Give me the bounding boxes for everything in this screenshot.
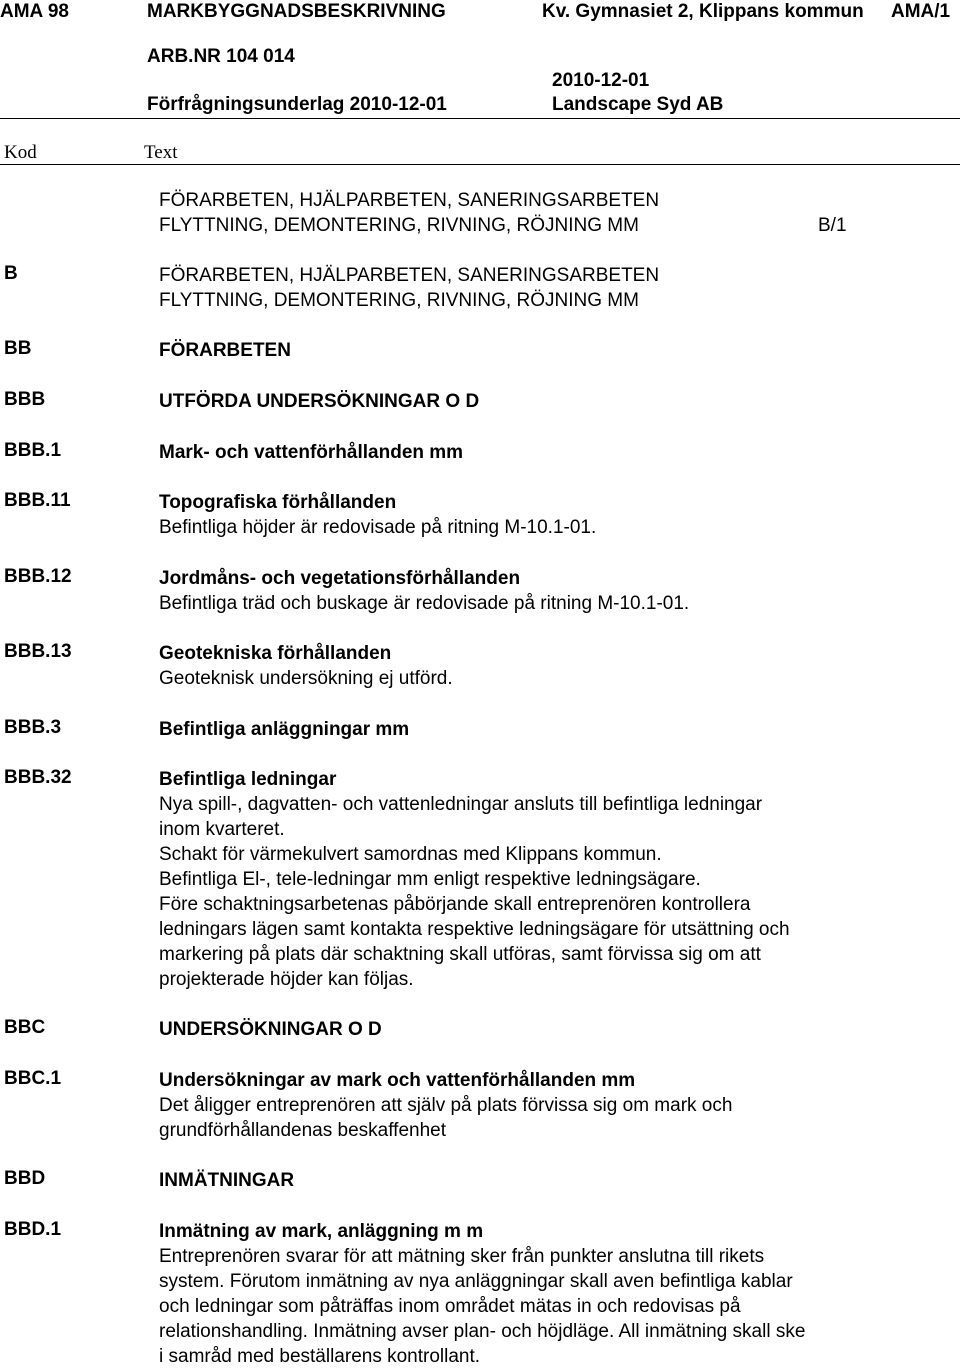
section-code: B	[4, 263, 18, 284]
project-name: Kv. Gymnasiet 2, Klippans kommun	[542, 1, 864, 22]
section-body-line: och ledningar som påträffas inom området mätas in och redovisas på	[159, 1296, 741, 1317]
section-body-line: Entreprenören svarar för att mätning sker från punkter anslutna till rikets	[159, 1246, 765, 1267]
section-content	[159, 490, 952, 540]
section-heading: Befintliga ledningar	[159, 769, 337, 790]
section-code: BBB.12	[4, 566, 72, 587]
section-body-line: Befintliga höjder är redovisade på ritning M-10.1-01.	[159, 517, 597, 538]
section-code: BBB.1	[4, 440, 62, 461]
section-code: BBB.11	[4, 490, 71, 511]
section-code: BBB.32	[4, 767, 72, 788]
column-header-text: Text	[144, 142, 178, 163]
section-code: BBB.3	[4, 717, 62, 738]
section-heading: Geotekniska förhållanden	[159, 643, 392, 664]
ama-code: AMA 98	[0, 1, 69, 22]
section-content	[159, 263, 952, 313]
section-heading: FLYTTNING, DEMONTERING, RIVNING, RÖJNING MM	[159, 290, 639, 311]
section-body-line: system. Förutom inmätning av nya anläggningar skall aven befintliga kablar	[159, 1271, 793, 1292]
section-content	[159, 1168, 952, 1193]
section-body-line: grundförhållandenas beskaffenhet	[159, 1120, 446, 1141]
section-heading: Befintliga anläggningar mm	[159, 719, 410, 740]
section-title-line-1: FÖRARBETEN, HJÄLPARBETEN, SANERINGSARBETEN	[159, 190, 660, 211]
section-content	[159, 440, 952, 465]
section-body-line: Nya spill-, dagvatten- och vattenledningar ansluts till befintliga ledningar	[159, 794, 763, 815]
section-heading: UNDERSÖKNINGAR O D	[159, 1019, 382, 1040]
section-title-line-2: FLYTTNING, DEMONTERING, RIVNING, RÖJNING MM	[159, 215, 639, 236]
column-header-divider	[0, 164, 960, 165]
section-body-line: Schakt för värmekulvert samordnas med Klippans kommun.	[159, 844, 662, 865]
section-heading: Topografiska förhållanden	[159, 492, 397, 513]
section-code: BBC	[4, 1017, 46, 1038]
section-body-line: projekterade höjder kan följas.	[159, 969, 414, 990]
section-code: BBB	[4, 389, 46, 410]
company-name: Landscape Syd AB	[552, 94, 724, 115]
section-content	[159, 1219, 952, 1369]
column-header-kod: Kod	[4, 142, 37, 163]
section-code: BBB.13	[4, 641, 72, 662]
section-body-line: ledningars lägen samt kontakta respektive ledningsägare för utsättning och	[159, 919, 790, 940]
arb-number: ARB.NR 104 014	[147, 46, 295, 67]
section-content	[159, 389, 952, 414]
section-body-line: inom kvarteret.	[159, 819, 285, 840]
section-code: BB	[4, 338, 32, 359]
section-heading: Mark- och vattenförhållanden mm	[159, 442, 464, 463]
section-heading: INMÄTNINGAR	[159, 1170, 295, 1191]
tender-document-date: Förfrågningsunderlag 2010-12-01	[147, 94, 447, 115]
section-content	[159, 641, 952, 691]
section-heading: Undersökningar av mark och vattenförhållanden mm	[159, 1070, 636, 1091]
section-heading: FÖRARBETEN, HJÄLPARBETEN, SANERINGSARBETEN	[159, 265, 660, 286]
issue-date: 2010-12-01	[552, 70, 650, 91]
section-content	[159, 566, 952, 616]
section-content	[159, 1068, 952, 1143]
section-body-line: Det åligger entreprenören att själv på plats förvissa sig om mark och	[159, 1095, 733, 1116]
section-heading: FÖRARBETEN	[159, 340, 291, 361]
section-body-line: Före schaktningsarbetenas påbörjande skall entreprenören kontrollera	[159, 894, 751, 915]
section-heading: UTFÖRDA UNDERSÖKNINGAR O D	[159, 391, 480, 412]
section-content	[159, 1017, 952, 1042]
section-content	[159, 717, 952, 742]
section-body-line: Befintliga träd och buskage är redovisade på ritning M-10.1-01.	[159, 593, 690, 614]
section-body-line: i samråd med beställarens kontrollant.	[159, 1346, 481, 1367]
section-content	[159, 338, 952, 363]
document-type: MARKBYGGNADSBESKRIVNING	[147, 1, 446, 22]
section-code: BBC.1	[4, 1068, 62, 1089]
section-body-line: markering på plats där schaktning skall utföras, samt förvissa sig om att	[159, 944, 761, 965]
section-content	[159, 767, 952, 992]
section-body-line: relationshandling. Inmätning avser plan- och höjdläge. All inmätning skall ske	[159, 1321, 806, 1342]
header-divider	[0, 118, 960, 119]
ama-reference: AMA/1	[891, 1, 951, 22]
page-number: B/1	[818, 215, 847, 236]
section-body-line: Befintliga El-, tele-ledningar mm enligt respektive ledningsägare.	[159, 869, 701, 890]
section-body-line: Geoteknisk undersökning ej utförd.	[159, 668, 453, 689]
section-code: BBD.1	[4, 1219, 62, 1240]
section-code: BBD	[4, 1168, 46, 1189]
section-heading: Jordmåns- och vegetationsförhållanden	[159, 568, 521, 589]
section-heading: Inmätning av mark, anläggning m m	[159, 1221, 484, 1242]
